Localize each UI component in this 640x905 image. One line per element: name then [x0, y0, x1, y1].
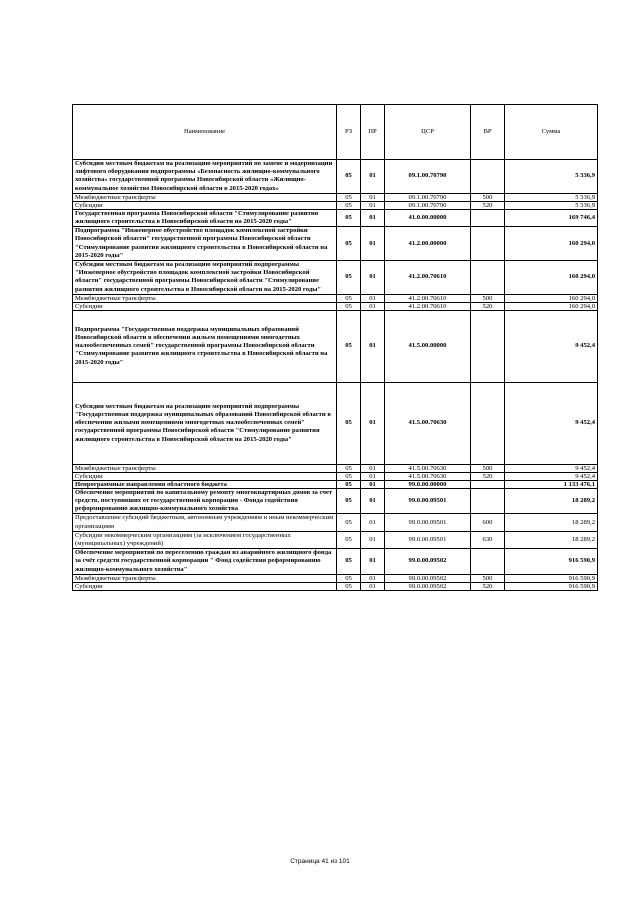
table-row: [73, 531, 598, 548]
cell-pr: 01: [361, 160, 385, 194]
cell-name: Субсидии местным бюджетам на реализацию мероприятий подпрограммы "Государственная поддержка муниципальных образований Новосибирской области в обеспечении жилыми помещениями многодетных малообеспеченных семей" государственной программы Новосибирской области "Стимулирование развития жилищного строительства в Новосибирской области на 2015-2020 годы": [73, 382, 337, 464]
cell-name: Субсидии: [73, 472, 337, 480]
header-rz: РЗ: [337, 105, 361, 160]
cell-rz: 05: [337, 302, 361, 310]
cell-pr: 01: [361, 549, 385, 575]
cell-rz: 05: [337, 261, 361, 295]
cell-rz: 05: [337, 464, 361, 472]
cell-name: Непрограммные направления областного бюджета: [73, 480, 337, 488]
cell-rz: 05: [337, 574, 361, 582]
cell-vr: 500: [471, 294, 505, 302]
cell-name: Межбюджетные трансферты: [73, 193, 337, 201]
cell-sum: 160 294,0: [505, 302, 598, 310]
cell-pr: 01: [361, 582, 385, 590]
cell-pr: 01: [361, 382, 385, 464]
cell-pr: 01: [361, 464, 385, 472]
cell-csr: 99.0.00.09502: [385, 582, 471, 590]
cell-csr: 41.2.00.70610: [385, 302, 471, 310]
table-row: [73, 464, 598, 472]
cell-sum: 9 452,4: [505, 382, 598, 464]
table-row: [73, 574, 598, 582]
cell-vr: 520: [471, 201, 505, 209]
cell-name: Обеспечение мероприятий по капитальному ремонту многоквартирных домов за счет средств, поступивших от государственной корпорации - Фонда содействия реформированию жилищно-коммунального хозяйства: [73, 488, 337, 514]
cell-sum: 916 590,9: [505, 574, 598, 582]
cell-name: Предоставление субсидий бюджетным, автономным учреждениям и иным некоммерческим организациям: [73, 514, 337, 531]
cell-sum: 916 590,9: [505, 582, 598, 590]
header-pr: ПР: [361, 105, 385, 160]
cell-sum: 160 294,0: [505, 261, 598, 295]
table-row: [73, 549, 598, 575]
cell-rz: 05: [337, 209, 361, 226]
table-row: [73, 227, 598, 261]
cell-rz: 05: [337, 201, 361, 209]
cell-rz: 05: [337, 382, 361, 464]
table-header-row: [73, 105, 598, 160]
cell-pr: 01: [361, 227, 385, 261]
table-row: [73, 294, 598, 302]
cell-vr: [471, 261, 505, 295]
cell-rz: 05: [337, 160, 361, 194]
cell-vr: [471, 382, 505, 464]
cell-sum: 916 590,9: [505, 549, 598, 575]
cell-vr: 500: [471, 574, 505, 582]
cell-vr: 520: [471, 582, 505, 590]
cell-sum: 9 452,4: [505, 472, 598, 480]
table-row: [73, 582, 598, 590]
table-row: [73, 310, 598, 382]
table-row: [73, 382, 598, 464]
cell-vr: [471, 160, 505, 194]
table-row: [73, 472, 598, 480]
cell-pr: 01: [361, 472, 385, 480]
cell-rz: 05: [337, 310, 361, 382]
cell-pr: 01: [361, 480, 385, 488]
cell-pr: 01: [361, 209, 385, 226]
cell-vr: 520: [471, 472, 505, 480]
cell-sum: 9 452,4: [505, 464, 598, 472]
table-row: [73, 480, 598, 488]
cell-vr: 520: [471, 302, 505, 310]
page-footer: Страница 41 из 101: [290, 858, 350, 865]
cell-name: Подпрограмма "Инженерное обустройство площадок комплексной застройки Новосибирской области" государственной программы Новосибирской области "Стимулирование развития жилищного строительства в Новосибирской области на 2015-2020 годы": [73, 227, 337, 261]
cell-pr: 01: [361, 514, 385, 531]
header-name: Наименование: [73, 105, 337, 160]
cell-sum: 18 289,2: [505, 514, 598, 531]
cell-pr: 01: [361, 294, 385, 302]
cell-name: Межбюджетные трансферты: [73, 574, 337, 582]
cell-pr: 01: [361, 261, 385, 295]
cell-csr: 41.5.00.70630: [385, 472, 471, 480]
cell-vr: [471, 227, 505, 261]
cell-sum: 5 336,9: [505, 160, 598, 194]
cell-rz: 05: [337, 488, 361, 514]
cell-vr: [471, 209, 505, 226]
cell-rz: 05: [337, 514, 361, 531]
table-row: [73, 201, 598, 209]
cell-sum: 160 294,0: [505, 294, 598, 302]
cell-csr: 41.5.00.70630: [385, 382, 471, 464]
table-row: [73, 261, 598, 295]
header-csr: ЦСР: [385, 105, 471, 160]
cell-sum: 160 294,0: [505, 227, 598, 261]
cell-name: Субсидии: [73, 302, 337, 310]
cell-pr: 01: [361, 574, 385, 582]
cell-rz: 05: [337, 480, 361, 488]
cell-name: Субсидии: [73, 582, 337, 590]
budget-table: [72, 104, 598, 591]
cell-sum: 18 289,2: [505, 488, 598, 514]
table-row: [73, 488, 598, 514]
cell-csr: 09.1.00.70790: [385, 193, 471, 201]
cell-vr: [471, 549, 505, 575]
cell-csr: 41.2.00.00000: [385, 227, 471, 261]
table-row: [73, 160, 598, 194]
cell-vr: [471, 480, 505, 488]
cell-rz: 05: [337, 227, 361, 261]
cell-pr: 01: [361, 201, 385, 209]
cell-csr: 99.0.00.09501: [385, 488, 471, 514]
cell-name: Подпрограмма "Государственная поддержка муниципальных образований Новосибирской области в обеспечении жильем помещениями многодетных малообеспеченных семей" государственной программы Новосибирской области "Стимулирование развития жилищного строительства в Новосибирской области на 2015-2020 годы": [73, 310, 337, 382]
cell-name: Субсидии местным бюджетам на реализацию мероприятий подпрограммы "Инженерное обустройство площадок комплексной застройки Новосибирской области" государственной программы Новосибирской области "Стимулирование развития жилищного строительства в Новосибирской области на 2015-2020 годы": [73, 261, 337, 295]
cell-rz: 05: [337, 582, 361, 590]
cell-name: Субсидии некоммерческим организациям (за исключением государственных (муниципальных) учреждений): [73, 531, 337, 548]
cell-name: Межбюджетные трансферты: [73, 294, 337, 302]
cell-name: Субсидии: [73, 201, 337, 209]
cell-rz: 05: [337, 193, 361, 201]
cell-sum: 9 452,4: [505, 310, 598, 382]
cell-csr: 09.1.00.70790: [385, 160, 471, 194]
cell-pr: 01: [361, 488, 385, 514]
cell-name: Обеспечение мероприятий по переселению граждан из аварийного жилищного фонда за счёт средств государственной корпорации " Фонд содействия реформированию жилищно-коммунального хозяйства": [73, 549, 337, 575]
cell-pr: 01: [361, 302, 385, 310]
header-sum: Сумма: [505, 105, 598, 160]
table-row: [73, 514, 598, 531]
table-row: [73, 193, 598, 201]
cell-vr: 500: [471, 193, 505, 201]
cell-name: Субсидии местным бюджетам на реализацию мероприятий по замене и модернизации лифтового оборудования подпрограммы «Безопасность жилищно-коммунального хозяйства» государственной программы Новосибирской области «Жилищно-коммунальное хозяйство Новосибирской области в 2015-2020 годах»: [73, 160, 337, 194]
cell-pr: 01: [361, 531, 385, 548]
cell-csr: 99.0.00.09502: [385, 549, 471, 575]
cell-rz: 05: [337, 549, 361, 575]
cell-name: Государственная программа Новосибирской области "Стимулирование развития жилищного строительства в Новосибирской области на 2015-2020 годы": [73, 209, 337, 226]
cell-rz: 05: [337, 531, 361, 548]
cell-csr: 09.1.00.70790: [385, 201, 471, 209]
cell-vr: [471, 488, 505, 514]
cell-csr: 41.5.00.00000: [385, 310, 471, 382]
cell-csr: 99.0.00.09501: [385, 531, 471, 548]
cell-sum: 169 746,4: [505, 209, 598, 226]
cell-rz: 05: [337, 472, 361, 480]
cell-pr: 01: [361, 310, 385, 382]
cell-csr: 41.2.00.70610: [385, 261, 471, 295]
cell-csr: 99.0.00.00000: [385, 480, 471, 488]
cell-name: Межбюджетные трансферты: [73, 464, 337, 472]
table-row: [73, 302, 598, 310]
cell-vr: 630: [471, 531, 505, 548]
cell-sum: 5 336,9: [505, 201, 598, 209]
cell-csr: 41.2.00.70610: [385, 294, 471, 302]
cell-csr: 41.0.00.00000: [385, 209, 471, 226]
cell-sum: 1 133 476,1: [505, 480, 598, 488]
table-row: [73, 209, 598, 226]
cell-vr: [471, 310, 505, 382]
cell-csr: 99.0.00.09502: [385, 574, 471, 582]
header-vr: ВР: [471, 105, 505, 160]
cell-pr: 01: [361, 193, 385, 201]
cell-csr: 41.5.00.70630: [385, 464, 471, 472]
cell-rz: 05: [337, 294, 361, 302]
cell-vr: 500: [471, 464, 505, 472]
cell-sum: 18 289,2: [505, 531, 598, 548]
cell-sum: 5 336,9: [505, 193, 598, 201]
cell-vr: 600: [471, 514, 505, 531]
cell-csr: 99.0.00.09501: [385, 514, 471, 531]
